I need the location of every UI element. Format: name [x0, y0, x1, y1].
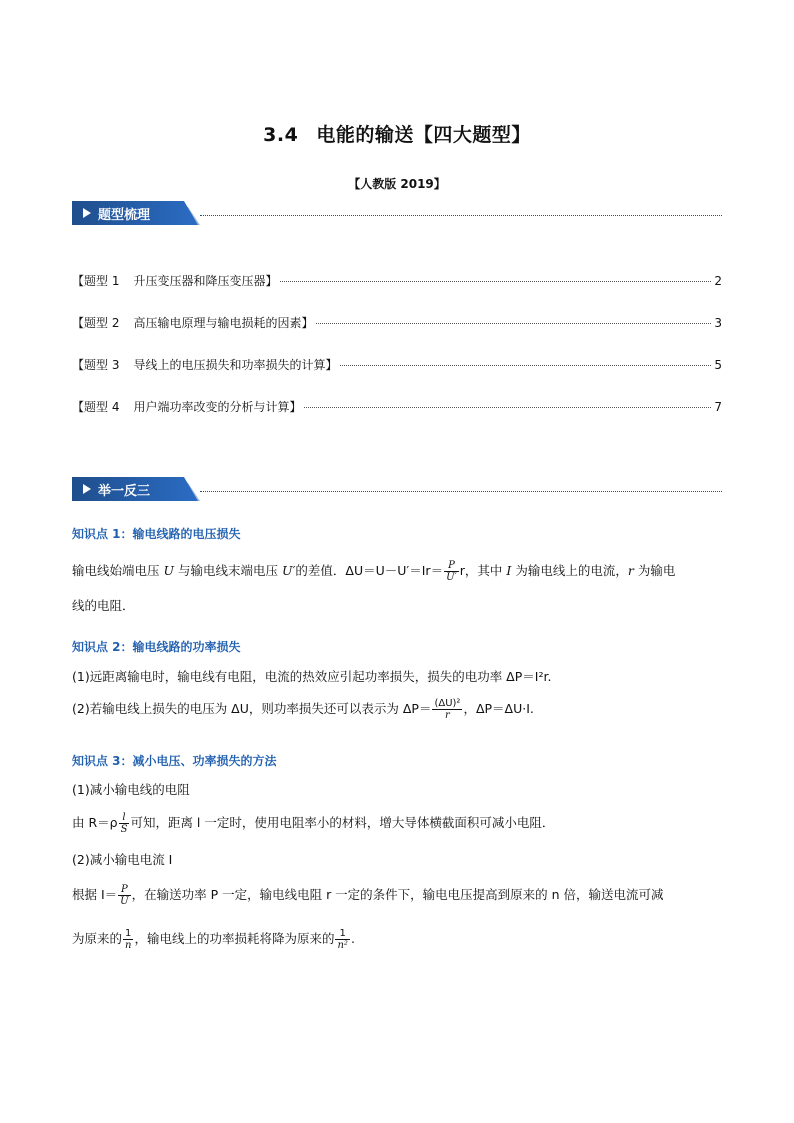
toc-leader	[340, 365, 711, 366]
title-text: 电能的输送【四大题型】	[316, 124, 531, 146]
fraction	[123, 928, 133, 951]
toc-leader	[304, 407, 711, 408]
knowledge-point-3-p3: (2)减小输电电流 I	[72, 852, 173, 867]
play-triangle-icon	[83, 484, 91, 494]
var-U: U	[163, 563, 175, 578]
fraction	[119, 812, 130, 835]
toc-leader	[280, 281, 711, 282]
denominator: n	[125, 940, 132, 951]
numerator: l	[119, 812, 130, 824]
fraction	[118, 884, 130, 907]
numerator: 1	[335, 928, 349, 940]
denominator: S	[120, 824, 128, 835]
toc-tag: 【题型 1	[72, 274, 120, 288]
toc-item-3[interactable]	[72, 356, 722, 372]
toc-tag: 【题型 2	[72, 316, 120, 330]
knowledge-point-2-p1: (1)远距离输电时，输电线有电阻，电流的热效应引起功率损失，损失的电功率 ΔP＝I²r.	[72, 669, 552, 684]
var-Up: U′	[282, 563, 296, 578]
text-run: 与输电线末端电压	[178, 563, 279, 578]
section-label: 题型梳理	[98, 208, 151, 223]
fraction	[432, 698, 462, 721]
toc-item-4[interactable]	[72, 398, 722, 414]
toc-tag: 【题型 4	[72, 400, 120, 414]
text-run: 为输电线上的电流，	[515, 563, 628, 578]
toc-page: 2	[714, 274, 722, 288]
knowledge-point-1-text	[72, 560, 724, 583]
text-run: 为输电	[637, 563, 676, 578]
section-number: 3.4	[263, 124, 299, 146]
knowledge-point-3-p2	[72, 812, 724, 835]
knowledge-point-3-heading: 知识点 3：减小电压、功率损失的方法	[72, 754, 277, 768]
denominator: U	[120, 896, 129, 907]
knowledge-point-3-p5	[72, 928, 724, 951]
text-run: 由 R＝ρ	[72, 815, 118, 830]
denominator: n²	[337, 940, 348, 951]
numerator: P	[118, 884, 130, 896]
var-I: I	[506, 563, 512, 578]
fraction	[335, 928, 349, 951]
section-header-types	[72, 201, 722, 225]
text-run: 根据 I＝	[72, 887, 118, 902]
numerator: (ΔU)²	[434, 698, 461, 709]
section-label: 举一反三	[98, 484, 151, 499]
toc-page: 3	[714, 316, 722, 330]
toc-text: 导线上的电压损失和功率损失的计算】	[133, 358, 338, 372]
toc-page: 5	[714, 358, 722, 372]
text-run: 输电线始端电压	[72, 563, 160, 578]
denominator: U′	[446, 572, 457, 583]
var-r: r	[627, 563, 634, 578]
text-run: r，其中	[459, 563, 503, 578]
numerator: P	[444, 560, 459, 572]
toc-text: 升压变压器和降压变压器】	[133, 274, 278, 288]
text-run: 为原来的	[72, 931, 123, 946]
text-run: 的差值．ΔU＝U－U′＝Ir＝	[295, 563, 444, 578]
play-triangle-icon	[83, 208, 91, 218]
toc-text: 用户端功率改变的分析与计算】	[133, 400, 302, 414]
toc-text: 高压输电原理与输电损耗的因素】	[133, 316, 314, 330]
toc-item-1[interactable]	[72, 272, 722, 288]
page-title	[0, 120, 794, 147]
text-run: ，输电线上的功率损耗将降为原来的	[134, 931, 335, 946]
section-header-examples	[72, 477, 722, 501]
toc-leader	[316, 323, 711, 324]
toc-tag: 【题型 3	[72, 358, 120, 372]
knowledge-point-3-p4	[72, 884, 724, 907]
knowledge-point-1-line2: 线的电阻．	[72, 598, 135, 613]
toc-page: 7	[714, 400, 722, 414]
denominator: r	[445, 710, 450, 721]
text-run: ，ΔP＝ΔU·I.	[463, 701, 534, 716]
numerator: 1	[123, 928, 133, 940]
text-run: 可知，距离 l 一定时，使用电阻率小的材料，增大导体横截面积可减小电阻．	[130, 815, 555, 830]
section-divider	[200, 215, 722, 216]
knowledge-point-3-p1: (1)减小输电线的电阻	[72, 782, 190, 797]
knowledge-point-2-p2	[72, 698, 724, 721]
knowledge-point-1-heading: 知识点 1：输电线路的电压损失	[72, 527, 241, 541]
toc-item-2[interactable]	[72, 314, 722, 330]
knowledge-point-2-heading: 知识点 2：输电线路的功率损失	[72, 640, 241, 654]
section-divider	[200, 491, 722, 492]
edition-label: 【人教版 2019】	[348, 177, 446, 191]
text-run: (2)若输电线上损失的电压为 ΔU，则功率损失还可以表示为 ΔP＝	[72, 701, 432, 716]
text-run: .	[350, 931, 355, 946]
text-run: ，在输送功率 P 一定，输电线电阻 r 一定的条件下，输电电压提高到原来的 n 倍，输送电流可减	[131, 887, 664, 902]
fraction	[444, 560, 459, 583]
